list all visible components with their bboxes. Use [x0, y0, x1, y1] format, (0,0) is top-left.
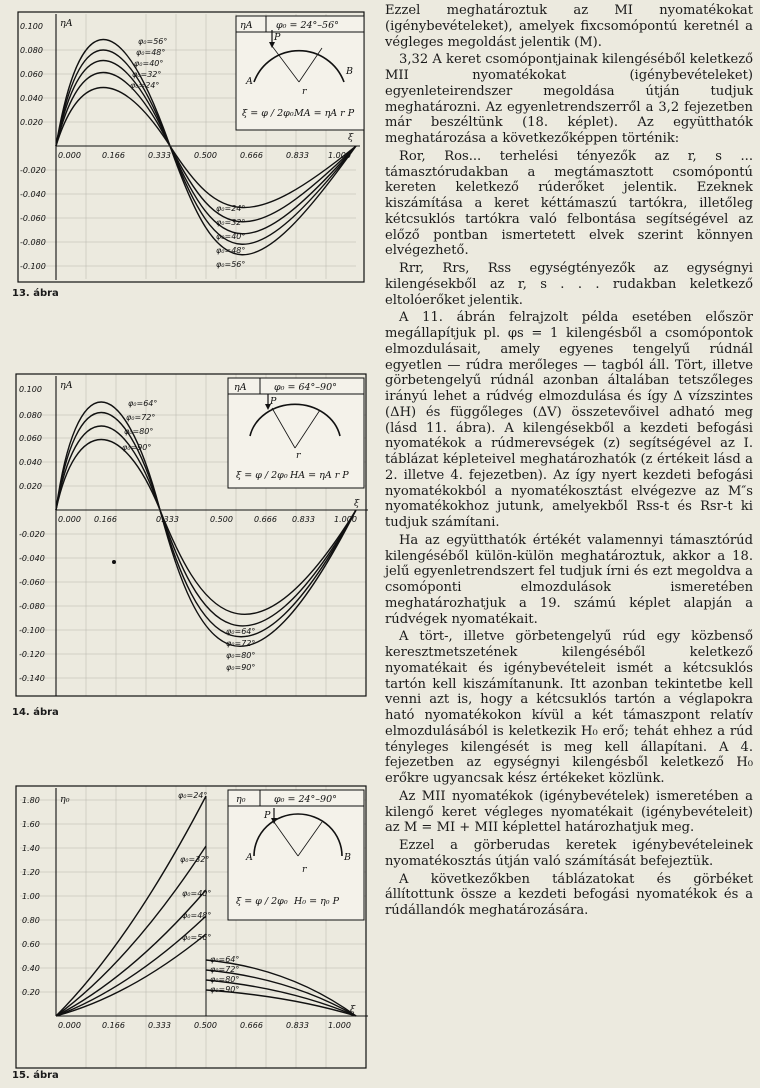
xi-axis-label: ξ [348, 132, 354, 143]
x-tick: 0.833 [286, 151, 309, 160]
curves-left [56, 796, 206, 1016]
y-tick: -0.060 [20, 214, 46, 223]
y-tick: 0.080 [19, 411, 42, 420]
xi-formula: ξ = φ / 2φ₀ [236, 470, 288, 481]
figure-13-plot [10, 4, 372, 284]
x-tick: 0.666 [240, 151, 263, 160]
curve-label: φ₀=72° [126, 413, 156, 422]
curve-label: φ₀=90° [226, 663, 256, 672]
y-tick: -0.020 [20, 166, 46, 175]
y-tick: 1.00 [22, 892, 40, 901]
paragraph: Rrr, Rrs, Rss egységtényezők az egységnyi kilengésekből az r, s . . . rudakban keletkező eltolóerőket jelentik. [385, 261, 753, 308]
y-tick: 0.020 [19, 482, 42, 491]
y-tick: 1.40 [22, 844, 40, 853]
curve-label: φ₀=90° [210, 985, 240, 994]
y-tick-labels [20, 22, 46, 271]
curve-24 [56, 796, 206, 1016]
y-tick: 0.060 [19, 434, 42, 443]
x-tick: 0.333 [156, 515, 179, 524]
paragraph: Ha az együtthatók értékét valamennyi támasztórúd kilengéséből külön-külön meghatároztuk, akkor a 18. jelű egyenletrendszert fel tudjuk írni és ezt megoldva a csomóponti elmozdulások ismeretében meghatározhatjuk a 19. számú képlet alapján a rúdvégek nyomatékait. [385, 532, 753, 627]
x-tick: 0.000 [58, 1021, 81, 1030]
curve-32 [56, 846, 206, 1016]
y-tick: -0.140 [19, 674, 45, 683]
curve-label: φ₀=48° [182, 911, 212, 920]
curve-labels-positive [122, 399, 157, 452]
x-tick: 0.166 [94, 515, 117, 524]
x-tick: 0.000 [58, 151, 81, 160]
figure-15-caption: 15. ábra [12, 1070, 59, 1081]
y-tick: 0.100 [20, 22, 43, 31]
x-tick-labels [58, 515, 357, 524]
curve-label: φ₀=80° [226, 651, 256, 660]
inset-diagram [228, 378, 364, 488]
x-tick: 0.166 [102, 1021, 125, 1030]
y-tick: 0.20 [22, 988, 40, 997]
y-tick: -0.040 [19, 554, 45, 563]
y-tick: -0.120 [19, 650, 45, 659]
y-tick: 0.60 [22, 940, 40, 949]
x-tick: 0.500 [210, 515, 233, 524]
x-tick-labels [58, 1021, 351, 1030]
figure-14-caption: 14. ábra [12, 707, 59, 718]
figure-15 [10, 782, 372, 1072]
body-text [385, 3, 753, 921]
inset-param: φ₀ = 24°–56° [276, 20, 339, 31]
curve-labels-negative [216, 204, 245, 269]
x-tick: 0.666 [240, 1021, 263, 1030]
figure-13-caption: 13. ábra [12, 288, 59, 299]
inset-diagram [236, 16, 364, 130]
y-tick: 1.80 [22, 796, 40, 805]
xi-axis-label: ξ [350, 1004, 356, 1015]
curve-label: φ₀=72° [210, 965, 240, 974]
inset-param: φ₀ = 24°–90° [274, 794, 337, 805]
xi-formula: ξ = φ / 2φ₀ [236, 896, 288, 907]
x-tick: 0.666 [254, 515, 277, 524]
y-tick-labels [19, 385, 45, 683]
point-A: A [246, 852, 253, 863]
y-tick-labels [22, 796, 40, 997]
moment-formula: H₀ = η₀ P [294, 896, 340, 907]
dot-mark [112, 560, 116, 564]
moment-formula: HA = ηA r P [290, 470, 349, 481]
y-tick: -0.100 [20, 262, 46, 271]
curve-label: φ₀=64° [210, 955, 240, 964]
xi-formula: ξ = φ / 2φ₀ [242, 108, 294, 119]
curve-label: φ₀=32° [132, 70, 162, 79]
point-B: B [344, 852, 351, 863]
y-tick: -0.100 [19, 626, 45, 635]
y-tick: 0.100 [19, 385, 42, 394]
curve-labels-negative [226, 627, 255, 672]
x-tick: 0.166 [102, 151, 125, 160]
moment-formula: MA = ηA r P [294, 108, 355, 119]
curve-label: φ₀=64° [128, 399, 158, 408]
x-tick: 0.333 [148, 1021, 171, 1030]
load-P: P [274, 32, 281, 43]
curve-label: φ₀=80° [210, 975, 240, 984]
curve-label: φ₀=24° [216, 204, 246, 213]
curve-label: φ₀=32° [180, 855, 210, 864]
inset-eta: ηA [234, 382, 247, 393]
curve-label: φ₀=40° [182, 889, 212, 898]
point-A: A [246, 76, 253, 87]
inset-param: φ₀ = 64°–90° [274, 382, 337, 393]
inset-eta: η₀ [236, 794, 246, 805]
y-tick: -0.060 [19, 578, 45, 587]
paragraph: Ror, Ros... terhelési tényezők az r, s ... támasztórudakban a megtámasztott csomópontú kereten keletkező rúderőket jelentik. Ezeknek kiszámítása a keret kéttámaszú tartókra, illetőleg kétcsuklós tartókra való felbontása segítségével az előző pontban ismertetett elvek szerint könnyen elvégezhető. [385, 148, 753, 259]
curve-label: φ₀=80° [124, 427, 154, 436]
x-tick: 0.000 [58, 515, 81, 524]
y-tick: 1.20 [22, 868, 40, 877]
radius-r: r [296, 450, 301, 461]
curve-label: φ₀=64° [226, 627, 256, 636]
y-tick: -0.080 [20, 238, 46, 247]
y-tick: -0.080 [19, 602, 45, 611]
y-axis-label: ηA [60, 18, 73, 29]
y-tick: 0.020 [20, 118, 43, 127]
x-tick: 1.000 [328, 151, 351, 160]
figure-14-plot [10, 370, 372, 700]
curve-label: φ₀=24° [178, 791, 208, 800]
paragraph: 3,32 A keret csomópontjainak kilengéséből keletkező MII nyomatékokat (igénybevételeket) egyenleteirendszer megoldása útján tudjuk meghatározni. Az egyenletrendszerről a 3,2 fejezetben már beszéltünk (18. képlet). Az együtthatók meghatározása a következőképpen történik: [385, 52, 753, 146]
paragraph: A 11. ábrán felrajzolt példa esetében először megállapítjuk pl. φs = 1 kilengésből a csomópontok elmozdulásait, amely egyenes tengelyű rúdnál egyetlen — rúdra merőleges — tagból áll. Tört, illetve görbetengelyű rúdnál azonban általában tetszőleges irányú lehet a rúdvég elmozdulása és így Δ vízszintes (ΔH) és függőleges (ΔV) összetevőivel adható meg (lásd 11. ábra). A kilengésekből a kezdeti befogási nyomatékok a rúdmerevségek (z) segítségével az I. táblázat képleteivel meghatározhatók (z értékeit lásd a 2. illetve 4. fejezetben). Az így nyert kezdeti befogási nyomatékokból a nyomatékosztást elvégezve az M″s nyomatékokhoz jutunk, amelyekből Rss-t és Rsr-t ki tudjuk számítani. [385, 310, 753, 530]
curve-label: φ₀=72° [226, 639, 256, 648]
curve-label: φ₀=48° [136, 48, 166, 57]
curve-label: φ₀=90° [122, 443, 152, 452]
y-tick: 0.060 [20, 70, 43, 79]
load-P: P [264, 810, 271, 821]
curve-labels-positive [130, 37, 167, 90]
figure-13 [10, 4, 372, 284]
paragraph: Ezzel a görberudas keretek igénybevételeinek nyomatékosztás útján való számítását befejeztük. [385, 838, 753, 869]
y-tick: -0.040 [20, 190, 46, 199]
y-tick: 0.40 [22, 964, 40, 973]
curve-40 [56, 890, 206, 1016]
x-tick: 0.500 [194, 151, 217, 160]
load-P: P [270, 396, 277, 407]
y-tick: 0.040 [20, 94, 43, 103]
curve-label: φ₀=56° [216, 260, 246, 269]
x-tick: 0.833 [292, 515, 315, 524]
curve-label: φ₀=24° [130, 81, 160, 90]
xi-axis-label: ξ [354, 498, 360, 509]
paragraph: Az MII nyomatékok (igénybevételek) ismeretében a kilengő keret végleges nyomatékait (igénybevételeit) az M = MI + MII képlettel határozhatjuk meg. [385, 788, 753, 836]
y-tick: 1.60 [22, 820, 40, 829]
inset-diagram [228, 790, 364, 920]
paragraph: A következőkben táblázatokat és görbéket állítottunk össze a kezdeti befogási nyomatékok és a rúdállandók meghatározására. [385, 871, 753, 918]
curve-label: φ₀=40° [134, 59, 164, 68]
paragraph: Ezzel meghatároztuk az MI nyomatékokat (igénybevételeket), amelyek fixcsomópontú keretnél a végleges megoldást jelentik (M). [385, 3, 753, 50]
y-tick: 0.80 [22, 916, 40, 925]
x-tick: 1.000 [334, 515, 357, 524]
curve-label: φ₀=48° [216, 246, 246, 255]
radius-r: r [302, 864, 307, 875]
inset-eta: ηA [240, 20, 253, 31]
x-tick: 1.000 [328, 1021, 351, 1030]
curve-label: φ₀=56° [182, 933, 212, 942]
y-axis-label: η₀ [60, 794, 70, 805]
figure-14 [10, 370, 372, 700]
y-tick: 0.080 [20, 46, 43, 55]
point-B: B [346, 66, 353, 77]
x-tick: 0.333 [148, 151, 171, 160]
curve-label: φ₀=32° [216, 218, 246, 227]
y-tick: -0.020 [19, 530, 45, 539]
y-axis-label: ηA [60, 380, 73, 391]
x-tick: 0.833 [286, 1021, 309, 1030]
radius-r: r [302, 86, 307, 97]
curve-48 [56, 916, 206, 1016]
x-tick-labels [58, 151, 351, 160]
y-tick: 0.040 [19, 458, 42, 467]
x-tick: 0.500 [194, 1021, 217, 1030]
figure-15-plot [10, 782, 372, 1072]
curve-label: φ₀=40° [216, 232, 246, 241]
paragraph: A tört-, illetve görbetengelyű rúd egy közbenső keresztmetszetének kilengéséből keletkező nyomatékait és igénybevételeit ismét a kétcsuklós tartón kell kiszámítanunk. Itt azonban tekintetbe kell venni azt is, hogy a kétcsuklós tartón a véglapokra ható nyomatékokon kívül a két támaszpont relatív elmozdulásából is keletkezik H₀ erő; tehát ehhez a rúd tényleges kilengését is meg kell állapítani. A 4. fejezetben az egységnyi kilengésből keletkező H₀ erőkre ugyancsak kész értékeket közlünk. [385, 629, 753, 786]
curve-label: φ₀=56° [138, 37, 168, 46]
curve-labels-right [210, 955, 239, 994]
